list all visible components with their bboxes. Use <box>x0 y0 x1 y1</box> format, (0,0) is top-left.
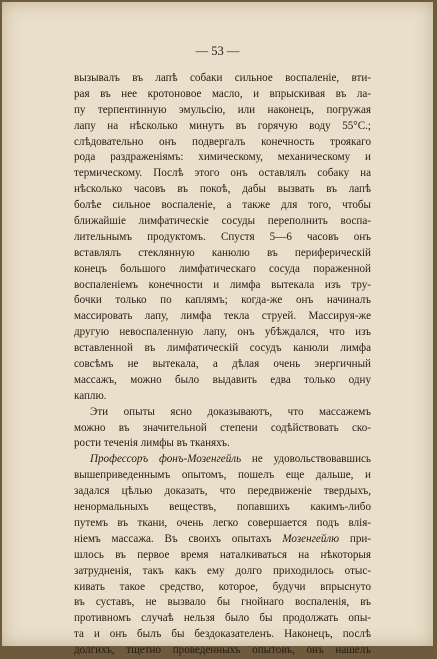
text-fragment: при- <box>339 532 372 545</box>
text-line: Эти опыты ясно доказываютъ, что массажемъ <box>90 405 371 418</box>
text-line: пу терпентинную эмульсію, или наконецъ, погружая <box>74 103 371 116</box>
text-line: рости теченія лимфы въ тканяхъ. <box>74 437 230 450</box>
text-line: рода раздраженіямъ: химическому, механическому и <box>74 151 371 164</box>
text-line: вставленной въ лимфатическій сосудъ канюли лимфа <box>74 342 371 355</box>
text-fragment: ніемъ массажа. Въ своихъ опытахъ <box>74 532 283 545</box>
text-line: можно въ значительной степени содѣйствовать ско- <box>74 421 371 434</box>
text-line <box>74 452 371 468</box>
text-line: противномъ случаѣ нельзя было бы продолжать опы- <box>74 612 371 625</box>
text-line: совсѣмъ не вытекала, а дѣлая очень энергичный <box>74 358 371 371</box>
text-line: путемъ въ ткани, очень легко совершается подъ влія- <box>74 516 371 529</box>
text-line: вызывалъ въ лапѣ собаки сильное воспаленіе, вти- <box>74 72 371 84</box>
text-line: лапу на нѣсколько минутъ въ горячую воду 55°С.; <box>74 119 371 132</box>
paragraph-1 <box>74 71 371 405</box>
text-line: рая въ нее кротоновое масло, и впрыскивая въ ла- <box>74 87 371 100</box>
text-line: долгихъ, тщетно проведенныхъ опытовъ, онъ нашелъ <box>74 644 371 657</box>
text-line: шлось въ первое время наталкиваться на нѣкоторыя <box>74 548 371 561</box>
text-line: задался цѣлью доказать, что передвиженіе твердыхъ, <box>74 485 371 498</box>
paragraph-2 <box>74 405 371 453</box>
author-name-italic: Мозенгейлю <box>282 532 340 545</box>
text-line: болѣе сильное воспаленіе, а также для того, чтобы <box>74 199 371 212</box>
text-line: та и онъ былъ бы бездоказателенъ. Наконецъ, послѣ <box>74 628 371 641</box>
text-line: лительнымъ продуктомъ. Спустя 5—6 часовъ онъ <box>74 230 371 243</box>
text-line: ближайшіе лимфатическіе сосуды переполнить воспа- <box>74 215 371 228</box>
text-line: ненормальныхъ веществъ, попавшихъ какимъ-либо <box>74 501 371 514</box>
text-line: воспаленіемъ конечности и лимфа вытекала изъ тру- <box>74 278 371 291</box>
book-page <box>2 2 433 657</box>
text-line: слѣдовательно онъ подвергалъ конечность троякаго <box>74 135 371 148</box>
text-line: другую невоспаленную лапу, онъ убѣждался, что изъ <box>74 326 371 339</box>
text-line <box>74 532 371 548</box>
paragraph-3 <box>74 452 371 659</box>
text-line: термическому. Послѣ этого онъ оставлялъ собаку на <box>74 167 371 180</box>
text-line: массировать лапу, лимфа текла струей. Массируя-же <box>74 310 371 323</box>
text-fragment: не удовольствовавшись <box>241 453 371 466</box>
text-line: конецъ большого лимфатическаго сосуда пораженной <box>74 262 371 275</box>
page-number: — 53 — <box>195 44 240 58</box>
text-line: кивать такое средство, которое, будучи впрыснуто <box>74 580 371 593</box>
text-line: въ суставъ, не вызвало бы гнойнаго воспаленія, въ <box>74 596 371 609</box>
text-line: массажъ, можно было выдавить едва только одну <box>74 373 371 386</box>
text-line: затрудненія, такъ какъ ему долго приходилось отыс- <box>74 564 371 577</box>
body-text <box>74 71 371 659</box>
text-line: вышеприведеннымъ опытомъ, пошелъ еще дальше, и <box>74 469 371 482</box>
text-line: вставлялъ стеклянную канюлю въ периферическій <box>74 246 371 259</box>
text-line: каплю. <box>74 389 107 402</box>
text-line: нѣсколько часовъ въ покоѣ, дабы вызвать въ лапѣ <box>74 183 371 196</box>
author-name-italic: Профессоръ фонъ-Мозенгейль <box>90 453 242 466</box>
text-line: бочки только по каплямъ; когда-же онъ начиналъ <box>74 294 371 307</box>
